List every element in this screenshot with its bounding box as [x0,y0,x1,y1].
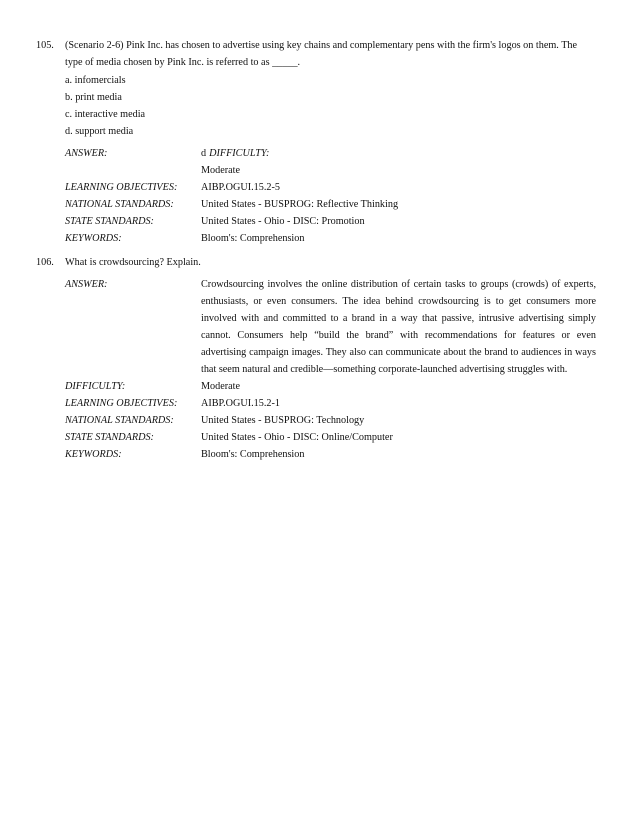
learning-objectives-row [65,179,596,196]
question-number: 106. [36,257,54,268]
difficulty-label: DIFFICULTY: [65,381,126,392]
answer-metadata [65,145,596,247]
choice-c: c. interactive media [65,109,146,120]
state-standards-value: United States - Ohio - DISC: Online/Computer [201,432,393,443]
difficulty-value: Moderate [201,165,241,176]
keywords-label: KEYWORDS: [65,233,122,244]
answer-label: ANSWER: [65,148,108,159]
keywords-label: KEYWORDS: [65,449,122,460]
choice-d: d. support media [65,126,134,137]
choice-a: a. infomercials [65,75,126,86]
learning-objectives-row [65,395,596,412]
question-text: (Scenario 2-6) Pink Inc. has chosen to advertise using key chains and complementary pens with the firm's logos on them. The type of media chosen by Pink Inc. is referred to as _____. [65,40,578,68]
learning-objectives-label: LEARNING OBJECTIVES: [65,182,178,193]
national-standards-value: United States - BUSPROG: Reflective Thinking [201,199,399,210]
answer-value [201,145,596,162]
state-standards-label: STATE STANDARDS: [65,216,154,227]
keywords-row [65,230,596,247]
difficulty-label: DIFFICULTY: [209,148,270,159]
keywords-row [65,446,596,463]
learning-objectives-label: LEARNING OBJECTIVES: [65,398,178,409]
answer-text: Crowdsourcing involves the online distribution of certain tasks to groups (crowds) of experts, enthusiasts, or even consumers. The idea behind crowdsourcing is to get consumers more involved with and committed to a brand in a way that passive, intrusive advertising simply cannot. Consumers help “build the brand” with recommendations for features or even advertising campaign images. They also can communicate about the brand to audiences in ways that seem natural and credible—something corporate-launched advertising struggles with. [201,279,596,375]
choice-list [65,72,596,140]
question-text: What is crowdsourcing? Explain. [65,257,201,268]
difficulty-row [65,162,596,179]
national-standards-value: United States - BUSPROG: Technology [201,415,365,426]
answer-row [65,145,596,162]
question-stem [36,37,596,71]
answer-metadata [65,276,596,463]
national-standards-label: NATIONAL STANDARDS: [65,199,174,210]
difficulty-value: Moderate [201,381,241,392]
question-105 [36,37,596,247]
state-standards-row [65,213,596,230]
learning-objectives-value: AIBP.OGUI.15.2-1 [201,398,280,409]
learning-objectives-value: AIBP.OGUI.15.2-5 [201,182,280,193]
answer-letter: d [201,148,207,159]
national-standards-label: NATIONAL STANDARDS: [65,415,174,426]
choice-b: b. print media [65,92,122,103]
national-standards-row [65,412,596,429]
answer-row [65,276,596,378]
question-number: 105. [36,40,54,51]
question-stem [36,254,596,271]
state-standards-row [65,429,596,446]
answer-label: ANSWER: [65,279,108,290]
national-standards-row [65,196,596,213]
state-standards-label: STATE STANDARDS: [65,432,154,443]
keywords-value: Bloom's: Comprehension [201,449,305,460]
state-standards-value: United States - Ohio - DISC: Promotion [201,216,365,227]
question-106 [36,254,596,463]
difficulty-row [65,378,596,395]
keywords-value: Bloom's: Comprehension [201,233,305,244]
